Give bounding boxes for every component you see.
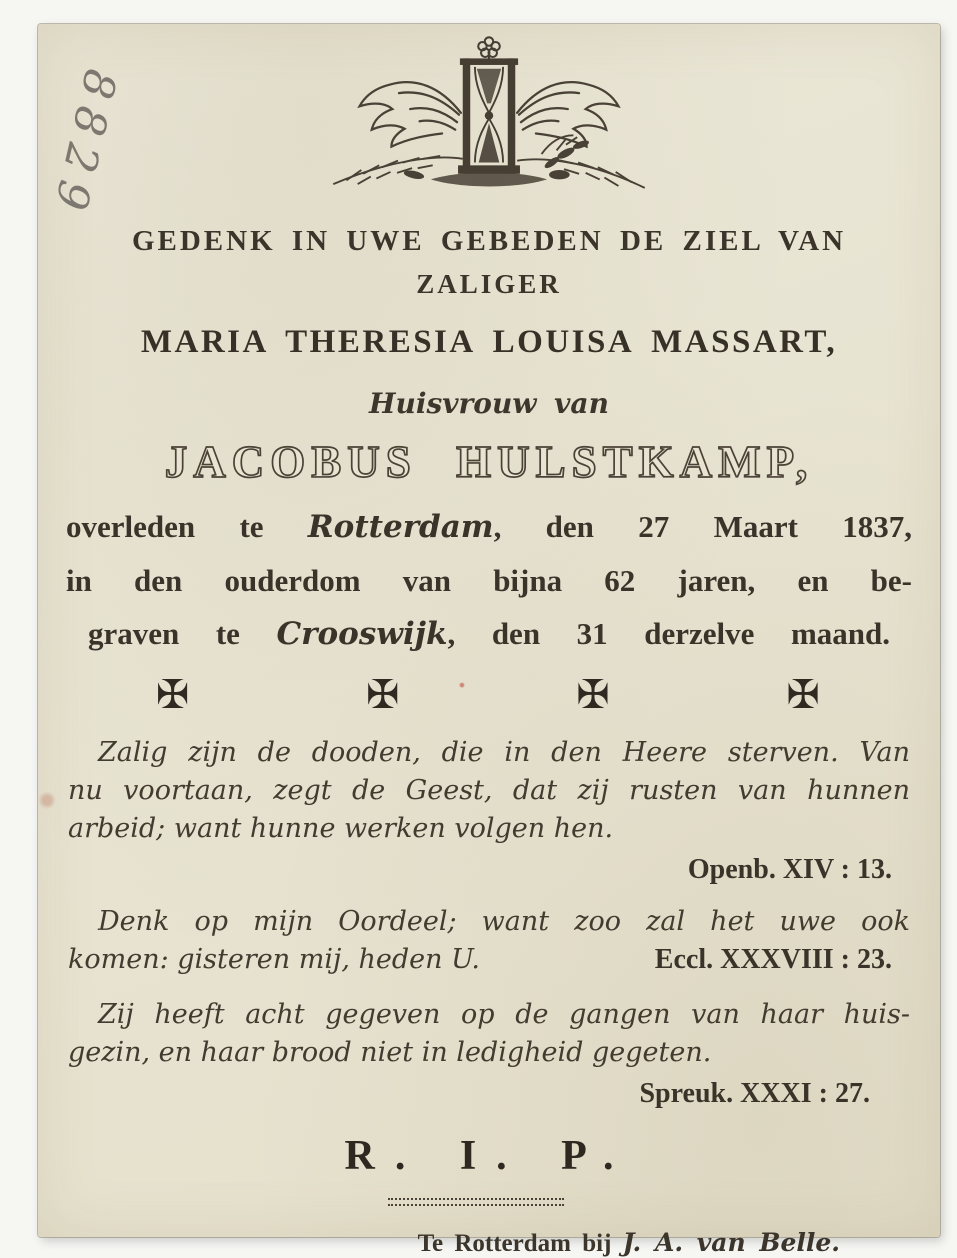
deceased-name: MARIA THERESIA LOUISA MASSART, <box>140 324 838 360</box>
rip-text: R. I. P. <box>344 1133 634 1179</box>
printer-imprint: Te Rotterdam bij J. A. van Belle. <box>417 1228 840 1257</box>
maltese-cross-icon: ✠ <box>576 672 610 718</box>
intro-line-1: GEDENK IN UWE GEBEDEN DE ZIEL VAN <box>131 225 847 257</box>
intro-line-2: ZALIGER <box>416 269 562 299</box>
death-line-1: overleden te Rotterdam, den 27 Maart 1837, <box>66 509 912 545</box>
burial-place: Crooswijk <box>276 616 448 652</box>
maltese-cross-icon: ✠ <box>786 672 820 718</box>
winged-hourglass-icon <box>320 34 658 201</box>
death-place: Rotterdam <box>307 509 494 545</box>
death-line-3: graven te Crooswijk, den 31 derzelve maand. <box>88 616 890 652</box>
death-line-2: in den ouderdom van bijna 62 jaren, en be- <box>66 563 912 598</box>
relation-label: Huisvrouw van <box>369 387 609 420</box>
scripture-quote-1: Zalig zijn de dooden, die in den Heere sterven. Van nu voortaan, zegt de Geest, dat zij rusten van hunnen arbeid; want hunne werken volgen hen. Openb. XIV : 13. <box>68 737 910 885</box>
maltese-cross-icon: ✠ <box>156 672 190 718</box>
printer-name: J. A. van Belle. <box>622 1228 840 1257</box>
double-rule-divider <box>388 1198 564 1206</box>
scripture-quote-3: Zij heeft acht gegeven op de gangen van haar huis- gezin, en haar brood niet in ledigheid gegeten. Spreuk. XXXI : 27. <box>68 999 910 1109</box>
handwritten-inventory-number: 8829 <box>42 64 126 225</box>
death-notice <box>38 500 940 661</box>
citation-spreuk: Spreuk. XXXI : 27. <box>639 1078 870 1109</box>
scripture-quote-2: Denk op mijn Oordeel; want zoo zal het uwe ook komen: gisteren mij, heden U. Eccl. XXXVIII : 23. <box>68 906 910 975</box>
maltese-cross-icon: ✠ <box>366 672 400 718</box>
citation-openb: Openb. XIV : 13. <box>687 854 892 885</box>
memorial-card <box>38 24 940 1257</box>
citation-eccl: Eccl. XXXVIII : 23. <box>654 944 892 975</box>
cross-row <box>38 673 940 717</box>
spouse-name: JACOBUS HULSTKAMP, <box>164 437 814 487</box>
